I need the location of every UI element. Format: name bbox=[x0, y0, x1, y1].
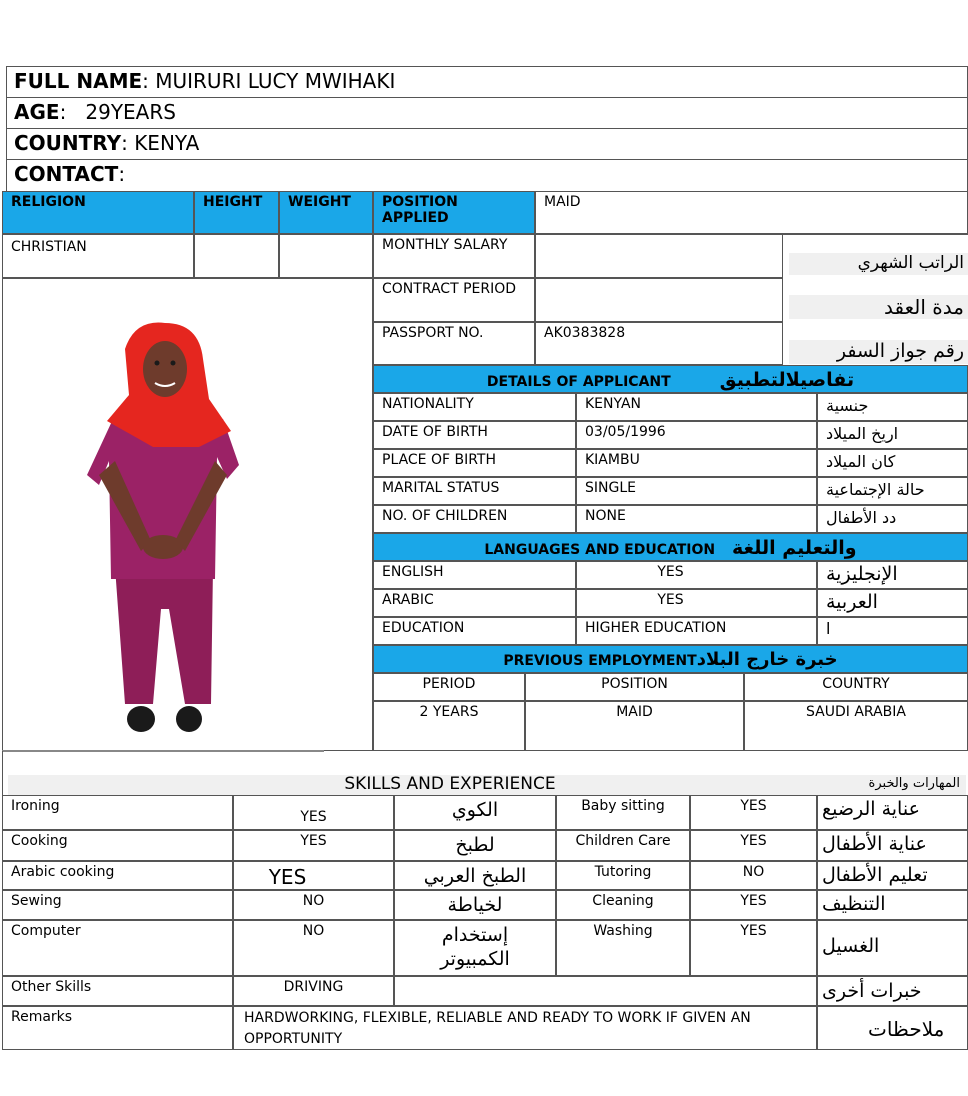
detail-label: PLACE OF BIRTH bbox=[373, 449, 576, 477]
detail-arabic: دد الأطفال bbox=[817, 505, 968, 533]
other-skills-blank bbox=[394, 976, 817, 1006]
language-value: YES bbox=[576, 589, 817, 617]
language-label: ENGLISH bbox=[373, 561, 576, 589]
country-value: : KENYA bbox=[121, 131, 200, 155]
age-label: AGE bbox=[14, 100, 60, 124]
skill-arabic: إستخدام الكمبيوتر bbox=[394, 920, 556, 976]
detail-value: SINGLE bbox=[576, 477, 817, 505]
employment-country: SAUDI ARABIA bbox=[744, 701, 968, 751]
skill2-name: Cleaning bbox=[556, 890, 690, 920]
religion-value: CHRISTIAN bbox=[2, 234, 194, 278]
age-value: : 29YEARS bbox=[59, 100, 176, 124]
contract-value bbox=[535, 278, 783, 322]
salary-value bbox=[535, 234, 783, 278]
employment-title-arabic: خبرة خارج البلاد bbox=[696, 649, 838, 670]
skill-value: YES bbox=[233, 795, 394, 830]
salary-label: MONTHLY SALARY bbox=[373, 234, 535, 278]
detail-value: KENYAN bbox=[576, 393, 817, 421]
country-row bbox=[6, 128, 968, 159]
detail-label: MARITAL STATUS bbox=[373, 477, 576, 505]
height-value bbox=[194, 234, 279, 278]
remarks-label: Remarks bbox=[2, 1006, 233, 1050]
skill-name: Computer bbox=[2, 920, 233, 976]
details-title: DETAILS OF APPLICANT bbox=[486, 374, 671, 390]
languages-title: LANGUAGES AND EDUCATION bbox=[484, 542, 716, 558]
employment-country-header: COUNTRY bbox=[744, 673, 968, 701]
remarks-arabic: ملاحظات bbox=[817, 1006, 968, 1050]
position-header: POSITION APPLIED bbox=[373, 191, 535, 234]
language-label: ARABIC bbox=[373, 589, 576, 617]
contact-value: : bbox=[118, 162, 126, 186]
height-header: HEIGHT bbox=[194, 191, 279, 234]
full-name-row bbox=[6, 66, 968, 97]
language-label: EDUCATION bbox=[373, 617, 576, 645]
other-skills-value: DRIVING bbox=[233, 976, 394, 1006]
other-skills-label: Other Skills bbox=[2, 976, 233, 1006]
skill-name: Arabic cooking bbox=[2, 861, 233, 890]
skill2-arabic: الغسيل bbox=[817, 920, 968, 976]
full-name-label: FULL NAME bbox=[14, 69, 143, 93]
skill2-arabic: التنظيف bbox=[817, 890, 968, 920]
employment-period: 2 YEARS bbox=[373, 701, 525, 751]
skill2-arabic: تعليم الأطفال bbox=[817, 861, 968, 890]
skill-name: Cooking bbox=[2, 830, 233, 861]
country-label: COUNTRY bbox=[14, 131, 122, 155]
skill-arabic: الطبخ العربي bbox=[394, 861, 556, 890]
salary-arabic: الراتب الشهري bbox=[789, 253, 968, 275]
employment-position-header: POSITION bbox=[525, 673, 744, 701]
skill2-value: NO bbox=[690, 861, 817, 890]
position-value: MAID bbox=[535, 191, 968, 234]
language-arabic: ا bbox=[817, 617, 968, 645]
detail-label: NO. OF CHILDREN bbox=[373, 505, 576, 533]
language-arabic: الإنجليزية bbox=[817, 561, 968, 589]
skill2-value: YES bbox=[690, 795, 817, 830]
detail-value: KIAMBU bbox=[576, 449, 817, 477]
applicant-photo bbox=[3, 279, 373, 751]
detail-label: NATIONALITY bbox=[373, 393, 576, 421]
skill-value: YES bbox=[233, 861, 394, 890]
skill-value: NO bbox=[233, 920, 394, 976]
skill-arabic: الكوي bbox=[394, 795, 556, 830]
language-arabic: العربية bbox=[817, 589, 968, 617]
language-value: YES bbox=[576, 561, 817, 589]
employment-title: PREVIOUS EMPLOYMENT bbox=[503, 653, 697, 669]
weight-header: WEIGHT bbox=[279, 191, 373, 234]
skill-name: Sewing bbox=[2, 890, 233, 920]
contact-label: CONTACT bbox=[14, 162, 119, 186]
detail-arabic: جنسية bbox=[817, 393, 968, 421]
skill2-name: Baby sitting bbox=[556, 795, 690, 830]
passport-label: PASSPORT NO. bbox=[373, 322, 535, 365]
contract-label: CONTRACT PERIOD bbox=[373, 278, 535, 322]
employment-period-header: PERIOD bbox=[373, 673, 525, 701]
skill-value: YES bbox=[233, 830, 394, 861]
contract-arabic: مدة العقد bbox=[789, 295, 968, 319]
skill-value: NO bbox=[233, 890, 394, 920]
skill2-arabic: عناية الأطفال bbox=[817, 830, 968, 861]
detail-value: NONE bbox=[576, 505, 817, 533]
skill-arabic: لطبخ bbox=[394, 830, 556, 861]
skill2-name: Washing bbox=[556, 920, 690, 976]
age-row bbox=[6, 97, 968, 128]
employment-position: MAID bbox=[525, 701, 744, 751]
contact-row bbox=[6, 159, 968, 191]
weight-value bbox=[279, 234, 373, 278]
remarks-value: HARDWORKING, FLEXIBLE, RELIABLE AND READY TO WORK IF GIVEN AN OPPORTUNITY bbox=[233, 1006, 817, 1050]
detail-value: 03/05/1996 bbox=[576, 421, 817, 449]
photo-frame bbox=[2, 278, 373, 751]
skill-arabic: لخياطة bbox=[394, 890, 556, 920]
details-header bbox=[373, 365, 968, 393]
passport-value: AK0383828 bbox=[535, 322, 783, 365]
detail-arabic: حالة الإجتماعية bbox=[817, 477, 968, 505]
passport-arabic: رقم جواز السفر bbox=[789, 340, 968, 364]
skill2-value: YES bbox=[690, 830, 817, 861]
details-title-arabic: تفاصيلالتطبيق bbox=[719, 369, 855, 391]
skills-title-arabic: المهارات والخبرة bbox=[868, 776, 960, 791]
religion-header: RELIGION bbox=[2, 191, 194, 234]
languages-header bbox=[373, 533, 968, 561]
skill2-name: Children Care bbox=[556, 830, 690, 861]
skill-name: Ironing bbox=[2, 795, 233, 830]
detail-label: DATE OF BIRTH bbox=[373, 421, 576, 449]
skill2-value: YES bbox=[690, 890, 817, 920]
full-name-value: : MUIRURI LUCY MWIHAKI bbox=[142, 69, 396, 93]
other-skills-arabic: خبرات أخرى bbox=[817, 976, 968, 1006]
employment-header bbox=[373, 645, 968, 673]
languages-title-arabic: والتعليم اللغة bbox=[732, 537, 857, 559]
language-value: HIGHER EDUCATION bbox=[576, 617, 817, 645]
skill2-name: Tutoring bbox=[556, 861, 690, 890]
skill2-arabic: عناية الرضيع bbox=[817, 795, 968, 830]
detail-arabic: اريخ الميلاد bbox=[817, 421, 968, 449]
skill2-value: YES bbox=[690, 920, 817, 976]
detail-arabic: كان الميلاد bbox=[817, 449, 968, 477]
skills-title: SKILLS AND EXPERIENCE bbox=[344, 774, 556, 794]
